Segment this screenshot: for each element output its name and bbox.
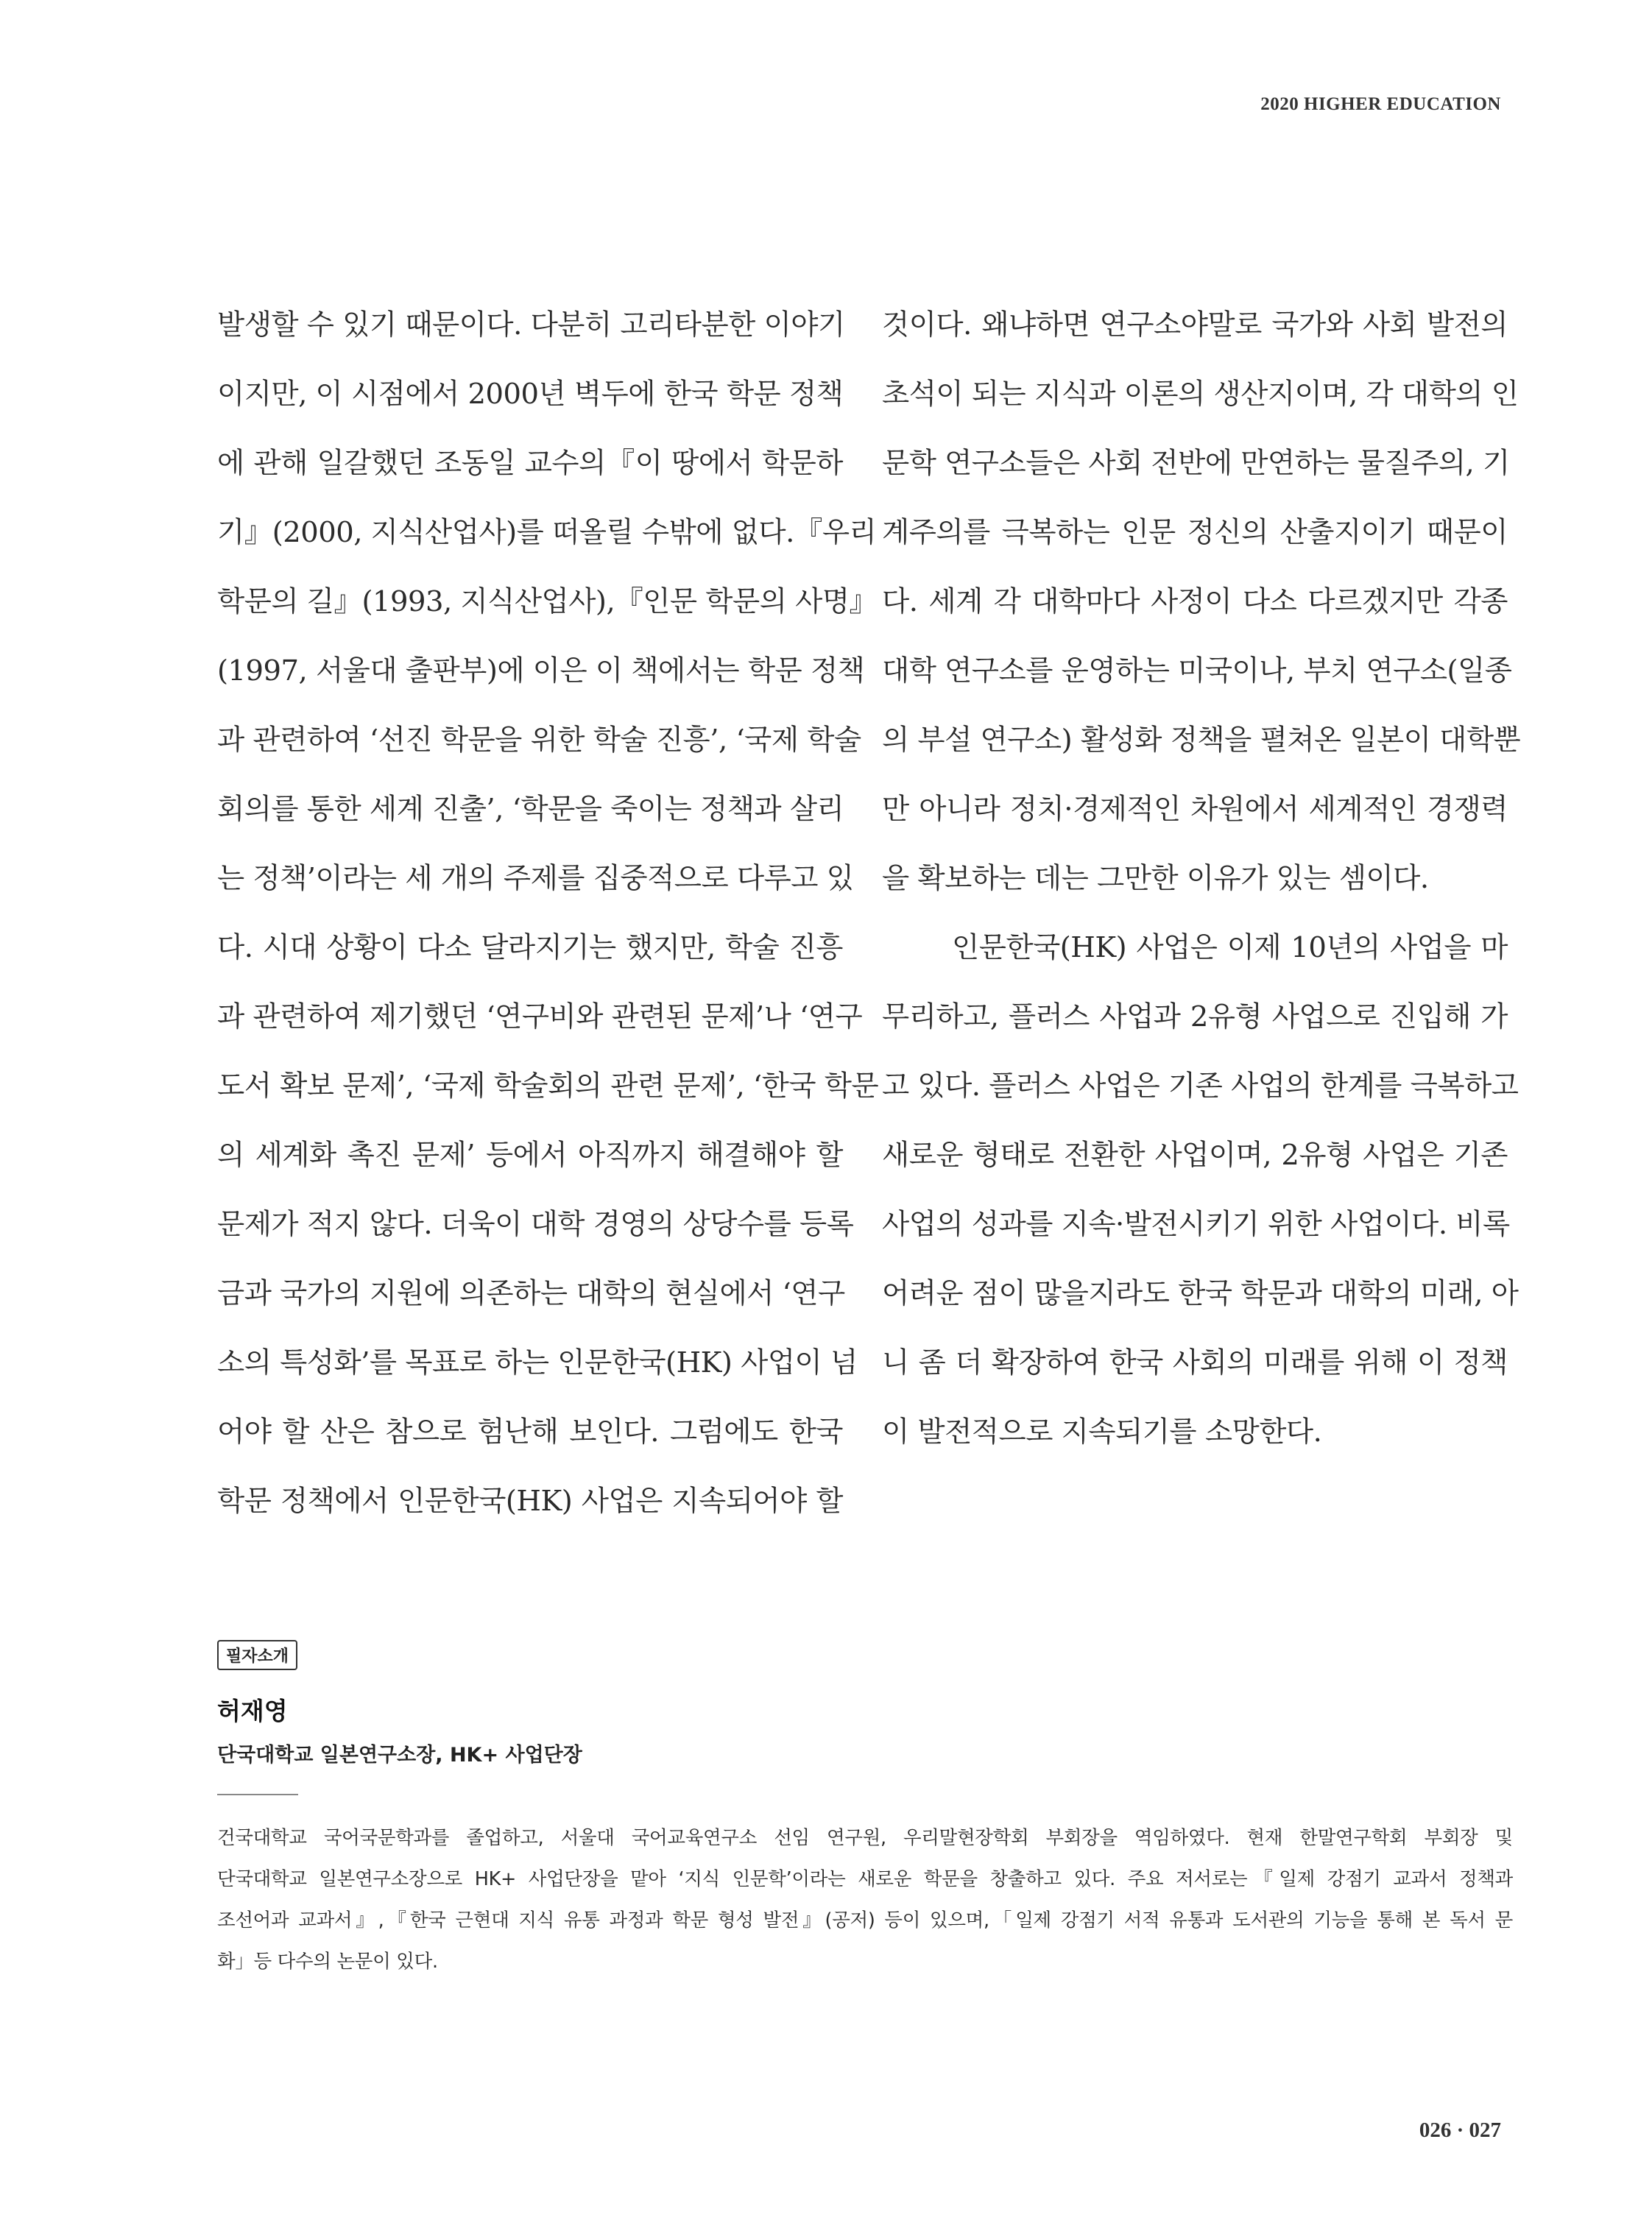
body-text-line: 초석이 되는 지식과 이론의 생산지이며, 각 대학의 인 bbox=[882, 378, 1519, 411]
author-bio bbox=[217, 1817, 1513, 1982]
author-affiliation: 단국대학교 일본연구소장, HK+ 사업단장 bbox=[217, 1744, 582, 1767]
body-text-line: 는 정책’이라는 세 개의 주제를 집중적으로 다루고 있 bbox=[217, 862, 854, 895]
body-text-line: 이지만, 이 시점에서 2000년 벽두에 한국 학문 정책 bbox=[217, 378, 844, 411]
body-text-line: 고 있다. 플러스 사업은 기존 사업의 한계를 극복하고 bbox=[882, 1070, 1519, 1103]
body-text-line: 의 부설 연구소) 활성화 정책을 펼쳐온 일본이 대학뿐 bbox=[882, 724, 1521, 757]
body-text-line: 다. 시대 상황이 다소 달라지기는 했지만, 학술 진흥 bbox=[217, 931, 843, 964]
body-text-line: 소의 특성화’를 목표로 하는 인문한국(HK) 사업이 넘 bbox=[217, 1346, 858, 1379]
body-text-line: 다. 세계 각 대학마다 사정이 다소 다르겠지만 각종 bbox=[882, 585, 1508, 618]
body-text-line: 과 관련하여 ‘선진 학문을 위한 학술 진흥’, ‘국제 학술 bbox=[217, 724, 861, 757]
paragraph-end-line: 을 확보하는 데는 그만한 이유가 있는 셈이다. bbox=[882, 862, 1429, 895]
paragraph-start-line: 인문한국(HK) 사업은 이제 10년의 사업을 마 bbox=[952, 931, 1508, 964]
body-text-line: 기』(2000, 지식산업사)를 떠올릴 수밖에 없다.『우리 bbox=[217, 516, 877, 549]
body-text-line: 학문 정책에서 인문한국(HK) 사업은 지속되어야 할 bbox=[217, 1485, 843, 1518]
author-bio-line: 화」등 다수의 논문이 있다. bbox=[217, 1951, 438, 1973]
body-text-line: 니 좀 더 확장하여 한국 사회의 미래를 위해 이 정책 bbox=[882, 1346, 1508, 1379]
body-text-line: 무리하고, 플러스 사업과 2유형 사업으로 진입해 가 bbox=[882, 1000, 1508, 1033]
body-text-line: 에 관해 일갈했던 조동일 교수의『이 땅에서 학문하 bbox=[217, 447, 843, 480]
body-text-line: 어야 할 산은 참으로 험난해 보인다. 그럼에도 한국 bbox=[217, 1415, 843, 1449]
paragraph-end-line: 이 발전적으로 지속되기를 소망한다. bbox=[882, 1415, 1322, 1449]
body-text-line: 사업의 성과를 지속·발전시키기 위한 사업이다. 비록 bbox=[882, 1208, 1510, 1241]
body-text-line: 회의를 통한 세계 진출’, ‘학문을 죽이는 정책과 살리 bbox=[217, 793, 844, 826]
running-header: 2020 HIGHER EDUCATION bbox=[1260, 94, 1501, 114]
body-text-line: 과 관련하여 제기했던 ‘연구비와 관련된 문제’나 ‘연구 bbox=[217, 1000, 863, 1033]
author-bio-line: 단국대학교 일본연구소장으로 HK+ 사업단장을 맡아 ‘지식 인문학’이라는 새로운 학문을 창출하고 있다. 주요 저서로는『일제 강점기 교과서 정책과 bbox=[217, 1868, 1513, 1890]
body-text-line: 금과 국가의 지원에 의존하는 대학의 현실에서 ‘연구 bbox=[217, 1277, 845, 1310]
page-numbers: 026 · 027 bbox=[1419, 2118, 1501, 2142]
body-text-line: 것이다. 왜냐하면 연구소야말로 국가와 사회 발전의 bbox=[882, 308, 1508, 342]
body-text-line: 만 아니라 정치·경제적인 차원에서 세계적인 경쟁력 bbox=[882, 793, 1508, 826]
body-text-line: 학문의 길』(1993, 지식산업사),『인문 학문의 사명』 bbox=[217, 585, 878, 618]
author-name: 허재영 bbox=[217, 1697, 288, 1725]
body-text-line: (1997, 서울대 출판부)에 이은 이 책에서는 학문 정책 bbox=[217, 654, 865, 687]
body-text-line: 발생할 수 있기 때문이다. 다분히 고리타분한 이야기 bbox=[217, 308, 845, 342]
body-column-right bbox=[882, 291, 1521, 1467]
body-text-line: 대학 연구소를 운영하는 미국이나, 부치 연구소(일종 bbox=[882, 654, 1512, 687]
author-introduction bbox=[217, 1640, 1513, 1982]
body-text-line: 문제가 적지 않다. 더욱이 대학 경영의 상당수를 등록 bbox=[217, 1208, 854, 1241]
body-text-line: 의 세계화 촉진 문제’ 등에서 아직까지 해결해야 할 bbox=[217, 1139, 843, 1172]
body-column-left bbox=[217, 291, 879, 1536]
body-text-line: 도서 확보 문제’, ‘국제 학술회의 관련 문제’, ‘한국 학문 bbox=[217, 1070, 879, 1103]
author-bio-line: 조선어과 교과서』,『한국 근현대 지식 유통 과정과 학문 형성 발전』(공저) 등이 있으며,「일제 강점기 서적 유통과 도서관의 기능을 통해 본 독서 문 bbox=[217, 1909, 1513, 1931]
author-section-tag: 필자소개 bbox=[217, 1640, 297, 1670]
author-bio-line: 건국대학교 국어국문학과를 졸업하고, 서울대 국어교육연구소 선임 연구원, 우리말현장학회 부회장을 역임하였다. 현재 한말연구학회 부회장 및 bbox=[217, 1827, 1513, 1849]
body-text-line: 어려운 점이 많을지라도 한국 학문과 대학의 미래, 아 bbox=[882, 1277, 1519, 1310]
author-divider bbox=[217, 1794, 298, 1795]
body-text-line: 계주의를 극복하는 인문 정신의 산출지이기 때문이 bbox=[882, 516, 1508, 549]
body-text-line: 새로운 형태로 전환한 사업이며, 2유형 사업은 기존 bbox=[882, 1139, 1508, 1172]
body-text-line: 문학 연구소들은 사회 전반에 만연하는 물질주의, 기 bbox=[882, 447, 1510, 480]
